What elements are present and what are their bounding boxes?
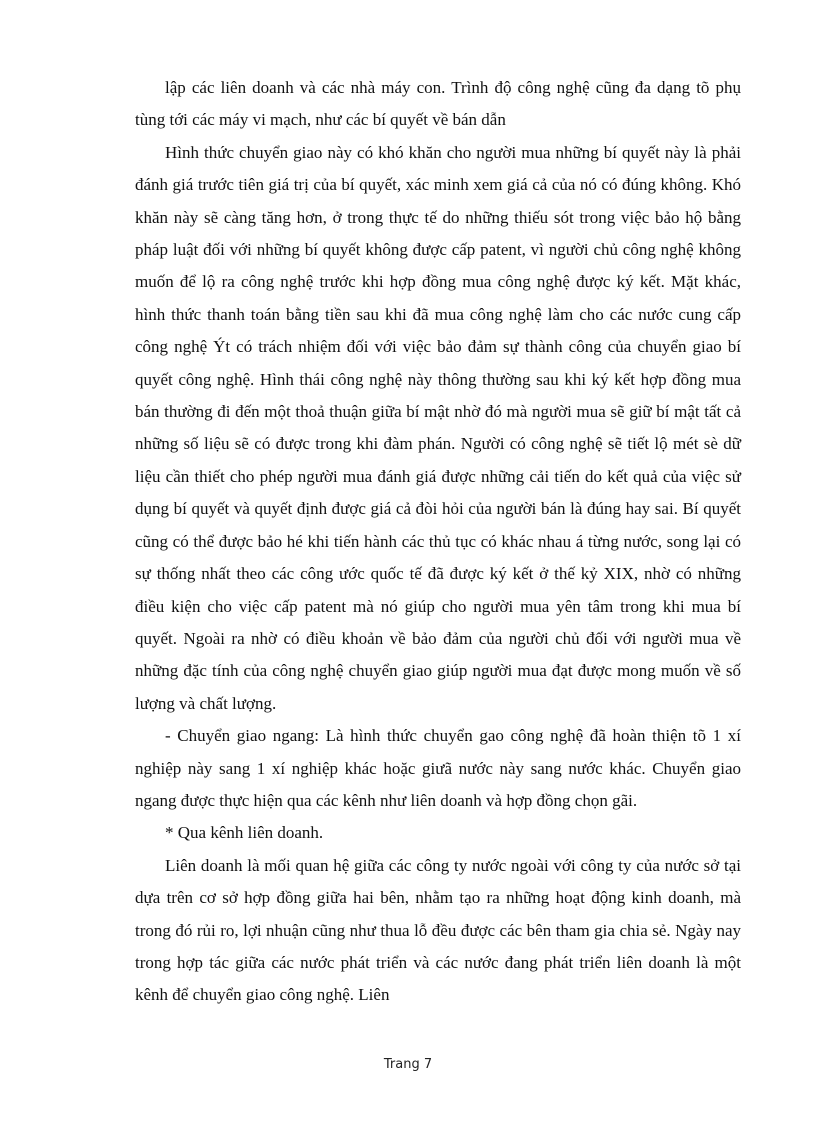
paragraph-continuation: lập các liên doanh và các nhà máy con. Trình độ công nghệ cũng đa dạng tõ phụ tùng tới các máy vi mạch, như các bí quyết về bán dẫn <box>135 78 741 130</box>
paragraph-know-how-transfer: Hình thức chuyển giao này có khó khăn cho người mua những bí quyết này là phải đánh giá trước tiên giá trị của bí quyết, xác minh xem giá cả của nó có đúng không. Khó khăn này sẽ càng tăng hơn, ở trong thực tế do những thiếu sót trong việc bảo hộ bằng pháp luật đối với những bí quyết không được cấp patent, vì người chủ công nghệ không muốn để lộ ra công nghệ trước khi hợp đồng mua công nghệ được ký kết. Mặt khác, hình thức thanh toán bằng tiền sau khi đã mua công nghệ làm cho các nước cung cấp công nghệ Ýt có trách nhiệm đối với việc bảo đảm sự thành công của chuyển giao bí quyết công nghệ. Hình thái công nghệ này thông thường sau khi ký kết hợp đồng mua bán thường đi đến một thoả thuận giữa bí mật nhờ đó mà người mua sẽ giữ bí mật tất cả những số liệu sẽ có được trong khi đàm phán. Người có công nghệ sẽ tiết lộ mét sè dữ liệu cần thiết cho phép người mua đánh giá được những cải tiến do kết quả của việc sử dụng bí quyết và quyết định được giá cả đòi hỏi của người bán là đúng hay sai. Bí quyết cũng có thể được bảo hé khi tiến hành các thủ tục có khác nhau á từng nước, song lại có sự thống nhất theo các công ước quốc tế đã được ký kết ở thế kỷ XIX, nhờ có những điều kiện cho việc cấp patent mà nó giúp cho người mua yên tâm trong khi mua bí quyết. Ngoài ra nhờ có điều khoản về bảo đảm của người chủ đối với người mua về những đặc tính của công nghệ chuyển giao giúp người mua đạt được mong muốn về số lượng và chất lượng. <box>135 142 741 713</box>
paragraph-joint-venture: Liên doanh là mối quan hệ giữa các công ty nước ngoài với công ty của nước sở tại dựa trên cơ sở hợp đồng giữa hai bên, nhằm tạo ra những hoạt động kinh doanh, mà trong đó rủi ro, lợi nhuận cũng như thua lỗ đều được các bên tham gia chia sẻ. Ngày nay trong hợp tác giữa các nước phát triển và các nước đang phát triển liên doanh là một kênh để chuyển giao công nghệ. Liên <box>135 855 741 1005</box>
page-number-footer: Trang 7 <box>383 1057 433 1072</box>
paragraph-joint-venture-heading: * Qua kênh liên doanh. <box>165 823 324 843</box>
paragraph-horizontal-transfer: - Chuyển giao ngang: Là hình thức chuyển gao công nghệ đã hoàn thiện tõ 1 xí nghiệp này sang 1 xí nghiệp khác hoặc giưã nước này sang nước khác. Chuyển giao ngang được thực hiện qua các kênh như liên doanh và hợp đồng chọn gãi. <box>135 726 741 810</box>
body-text <box>135 72 741 1012</box>
